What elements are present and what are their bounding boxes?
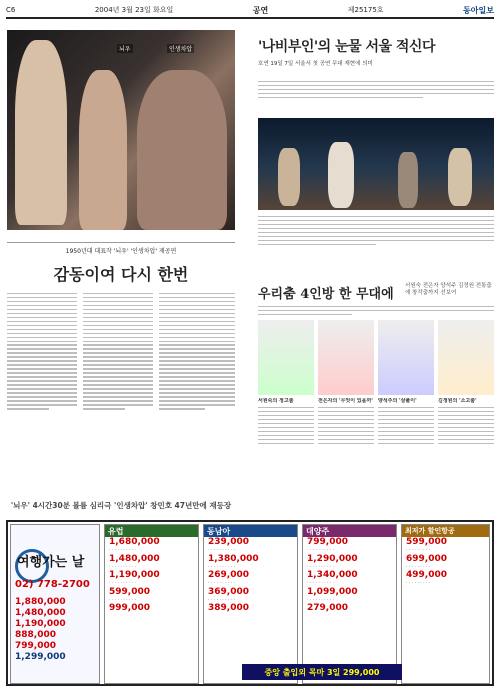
dance-headline: 우리춤 4인방 한 무대에 xyxy=(258,287,394,302)
butterfly-kicker: 호연 19일 7일 서울서 첫 공연 무대 재현에 의미 xyxy=(258,61,373,67)
ad-brand: 여행가는 날 xyxy=(17,555,85,570)
ad-price: 1,880,000 xyxy=(15,597,66,607)
dance-photo-2 xyxy=(318,320,374,395)
newspaper-logo: 동아일보 xyxy=(463,4,494,15)
dance-photo-4 xyxy=(438,320,494,395)
ad-price: 1,680,000 xyxy=(109,537,160,547)
page-number: C6 xyxy=(6,6,16,14)
left-story-subtitle: 1950년대 대표작 '뇌우' '인생차압' 재공연 xyxy=(65,248,177,255)
ad-price: 599,000 xyxy=(406,537,447,547)
left-body-col-2 xyxy=(83,290,153,490)
page-header xyxy=(6,4,494,16)
stage-photo-left xyxy=(7,30,235,230)
ad-price: 389,000 xyxy=(208,603,249,613)
ad-price: 1,099,000 xyxy=(307,586,358,597)
butterfly-body-text xyxy=(258,213,494,275)
dance-lead-text xyxy=(258,303,494,321)
left-story-bottom-line: '뇌우' 4시간30분 볼륨 심리극 '인생차압' 창민호 47년만에 재등장 xyxy=(10,501,232,510)
ad-price: 1,380,000 xyxy=(208,553,259,564)
dance-caption-1: 서원숙의 정고춤 xyxy=(258,398,314,498)
left-body-col-3 xyxy=(159,290,235,490)
ad-oceania-column: 대양주 799,000 · · · · · · · · · · 1,290,000 · · · · · · · · · · 1,340,000 · · · · · · · · · · 1,099,000 · · · · · · · · · · 279,000 xyxy=(302,524,397,684)
ad-price: 799,000 xyxy=(15,641,56,651)
ad-sea-column: 동남아 239,000 · · · · · · · · · · 1,380,000 · · · · · · · · · · 269,000 · · · · · · · · · · 369,000 · · · · · · · · · · 389,000 xyxy=(203,524,298,684)
ad-europe-head: 유럽 xyxy=(105,525,198,537)
actor-figure xyxy=(15,40,67,225)
ad-price: 888,000 xyxy=(15,630,56,640)
ad-phone: 02) 778-2700 xyxy=(15,579,90,590)
section-title: 공연 xyxy=(252,5,269,15)
ad-price: 269,000 xyxy=(208,570,249,580)
ad-price: 499,000 xyxy=(406,570,447,580)
ad-airfare-head: 최저가 할인항공 xyxy=(402,525,489,537)
actress-figure xyxy=(79,70,127,230)
dance-photo-3 xyxy=(378,320,434,395)
ad-price: 1,190,000 xyxy=(109,570,160,580)
ad-price: 799,000 xyxy=(307,537,348,547)
left-story-headline: 감동이여 다시 한번 xyxy=(53,265,189,284)
ad-price: 1,290,000 xyxy=(307,553,358,564)
butterfly-lead-text xyxy=(258,78,494,116)
left-body-col-1 xyxy=(7,290,77,490)
dance-caption-4: 김정원의 '소고춤' xyxy=(438,398,494,498)
dance-caption-2: 전은자의 '무엇이 있을까' xyxy=(318,398,374,498)
old-actor-figure xyxy=(137,70,227,230)
ad-price: 599,000 xyxy=(109,586,150,597)
ad-sea-head: 동남아 xyxy=(204,525,297,537)
travel-ad-block xyxy=(6,520,494,686)
page-date: 2004년 3월 23일 화요일 xyxy=(94,6,174,14)
ad-europe-column: 유럽 1,680,000 · · · · · · · · · · 1,480,000 · · · · · · · · · · 1,190,000 · · · · · · · · · · 599,000 · · · · · · · · · · 999,000 xyxy=(104,524,199,684)
ad-price: 999,000 xyxy=(109,603,150,613)
dance-caption-3: 양석주의 '살풀이' xyxy=(378,398,434,498)
stage-photo-butterfly xyxy=(258,118,494,210)
ad-oceania-head: 대양주 xyxy=(303,525,396,537)
ad-price: 1,480,000 xyxy=(15,608,66,618)
ad-price-bottom: 1,299,000 xyxy=(15,652,66,662)
ad-price: 1,340,000 xyxy=(307,570,358,580)
ad-price: 1,190,000 xyxy=(15,619,66,629)
ad-price: 369,000 xyxy=(208,586,249,597)
dance-subtitle: 서원숙 전은자 양석주 김정원 전통춤에 창작춤까지 선보여 xyxy=(405,283,492,296)
ad-price: 279,000 xyxy=(307,603,348,613)
dance-photo-1 xyxy=(258,320,314,395)
ad-left-column xyxy=(10,524,100,684)
ad-price: 699,000 xyxy=(406,553,447,564)
photo-tag-storm: 뇌우 xyxy=(119,46,131,53)
photo-tag-seizure: 인생차압 xyxy=(169,46,193,53)
issue-number: 제25175호 xyxy=(347,6,384,14)
butterfly-headline: '나비부인'의 눈물 서울 적신다 xyxy=(258,39,435,55)
header-rule xyxy=(6,17,494,19)
ad-price: 1,480,000 xyxy=(109,553,160,564)
ad-price: 239,000 xyxy=(208,537,249,547)
ad-bottom-banner: 중앙 출입외 목마 3일 299,000 xyxy=(242,664,402,680)
ad-airfare-column: 최저가 할인항공 599,000 · · · · · · · · · 699,000 · · · · · · · · · 499,000 · · · · · · · · · xyxy=(401,524,490,684)
